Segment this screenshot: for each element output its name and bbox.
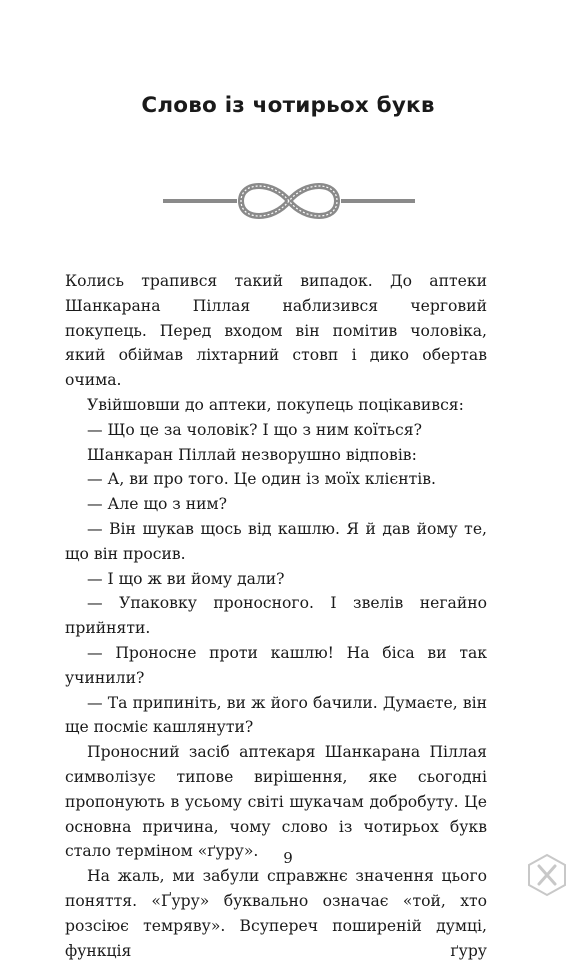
paragraph: Колись трапився такий випадок. До аптеки Шанкарана Піллая наблизився черговий покупець. Перед входом він помітив чоловіка, який обіймав ліхтарний стовп і дико обертав очима.: [65, 272, 487, 390]
paragraph: Проносний засіб аптекаря Шанкарана Піллая символізує типове вирішення, яке сьогодні пропонують в усьому світі шукачам добробуту. Це основна причина, чому слово із чотирьох букв стало терміном «ґуру».: [65, 743, 487, 861]
dialogue-line: — І що ж ви йому дали?: [87, 569, 285, 588]
paragraph: На жаль, ми забули справжнє значення цього поняття. «Ґуру» буквально означає «той, хто розсіює темряву». Всупереч поширеній думці, функція ґуру: [65, 867, 487, 960]
dialogue-line: — А, ви про того. Це один із моїх клієнтів.: [87, 470, 436, 489]
dialogue-line: — Він шукав щось від кашлю. Я й дав йому те, що він просив.: [65, 519, 487, 563]
dialogue-line: — Але що з ним?: [87, 495, 228, 514]
chapter-title: Слово із чотирьох букв: [141, 93, 435, 118]
infinity-knot-icon: [163, 176, 415, 226]
dialogue-line: — Проносне проти кашлю! На біса ви так учинили?: [65, 643, 487, 687]
paragraph: Шанкаран Піллай незворушно відповів:: [87, 445, 417, 464]
dialogue-line: — Та припиніть, ви ж його бачили. Думаєте, він ще посміє кашлянути?: [65, 693, 487, 737]
page-number: 9: [283, 849, 293, 867]
publisher-x-logo-icon: [524, 852, 570, 898]
dialogue-line: — Упаковку проносного. І звелів негайно прийняти.: [65, 594, 487, 638]
dialogue-line: — Що це за чоловік? І що з ним коїться?: [87, 420, 422, 439]
paragraph: Увійшовши до аптеки, покупець поцікавився:: [87, 395, 464, 414]
